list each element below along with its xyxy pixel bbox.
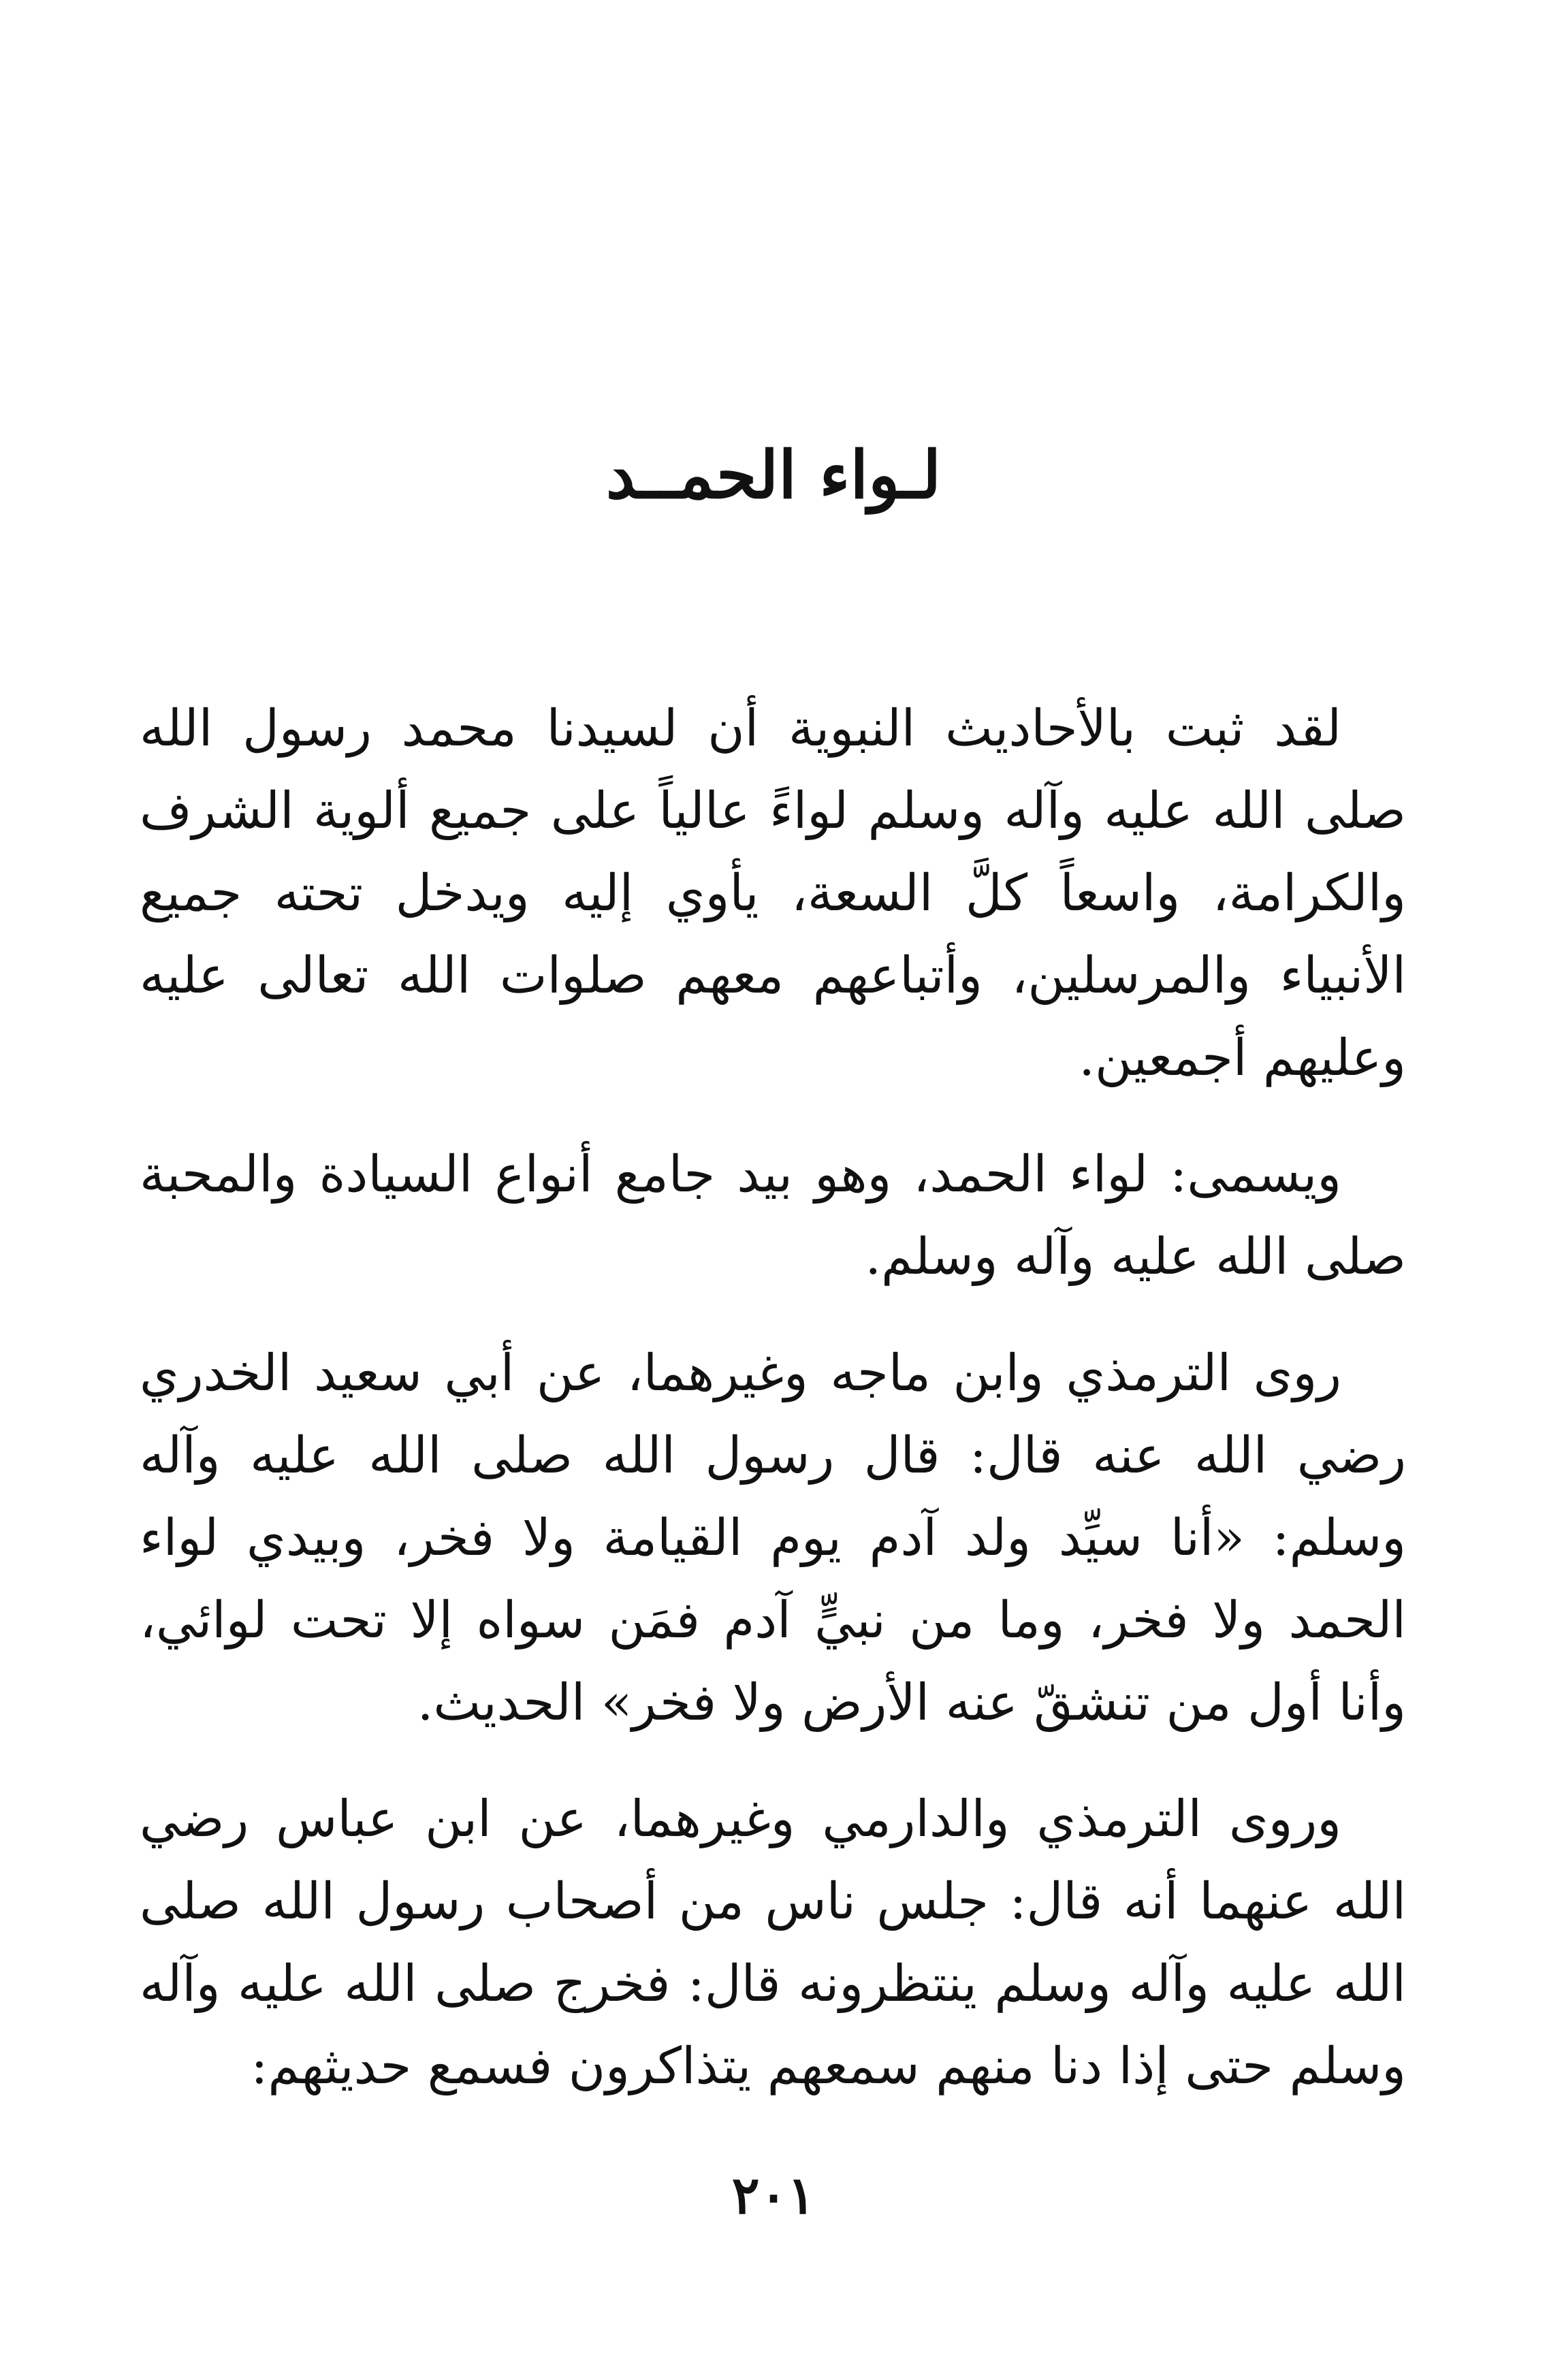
paragraph-4: وروى الترمذي والدارمي وغيرهما، عن ابن عباس رضي الله عنهما أنه قال: جلس ناس من أصحاب رسول الله صلى الله عليه وآله وسلم ينتظرونه قال: فخرج صلى الله عليه وآله وسلم حتى إذا دنا منهم سمعهم يتذاكرون فسمع حديثهم: — [140, 1790, 1406, 2095]
paragraph-2: ويسمى: لواء الحمد، وهو بيد جامع أنواع السيادة والمحبة صلى الله عليه وآله وسلم. — [140, 1145, 1406, 1286]
body-text — [140, 688, 1406, 2142]
paragraph-1: لقد ثبت بالأحاديث النبوية أن لسيدنا محمد رسول الله صلى الله عليه وآله وسلم لواءً عالياً على جميع ألوية الشرف والكرامة، واسعاً كلَّ السعة، يأوي إليه ويدخل تحته جميع الأنبياء والمرسلين، وأتباعهم معهم صلوات الله تعالى عليه وعليهم أجمعين. — [140, 699, 1406, 1087]
chapter-title: لـواء الحمــد — [605, 436, 942, 513]
page-number: ٢٠١ — [731, 2165, 816, 2225]
paragraph-3: روى الترمذي وابن ماجه وغيرهما، عن أبي سعيد الخدري رضي الله عنه قال: قال رسول الله صلى الله عليه وآله وسلم: «أنا سيِّد ولد آدم يوم القيامة ولا فخر، وبيدي لواء الحمد ولا فخر، وما من نبيٍّ آدم فمَن سواه إلا تحت لوائي، وأنا أول من تنشقّ عنه الأرض ولا فخر» الحديث. — [140, 1344, 1406, 1732]
